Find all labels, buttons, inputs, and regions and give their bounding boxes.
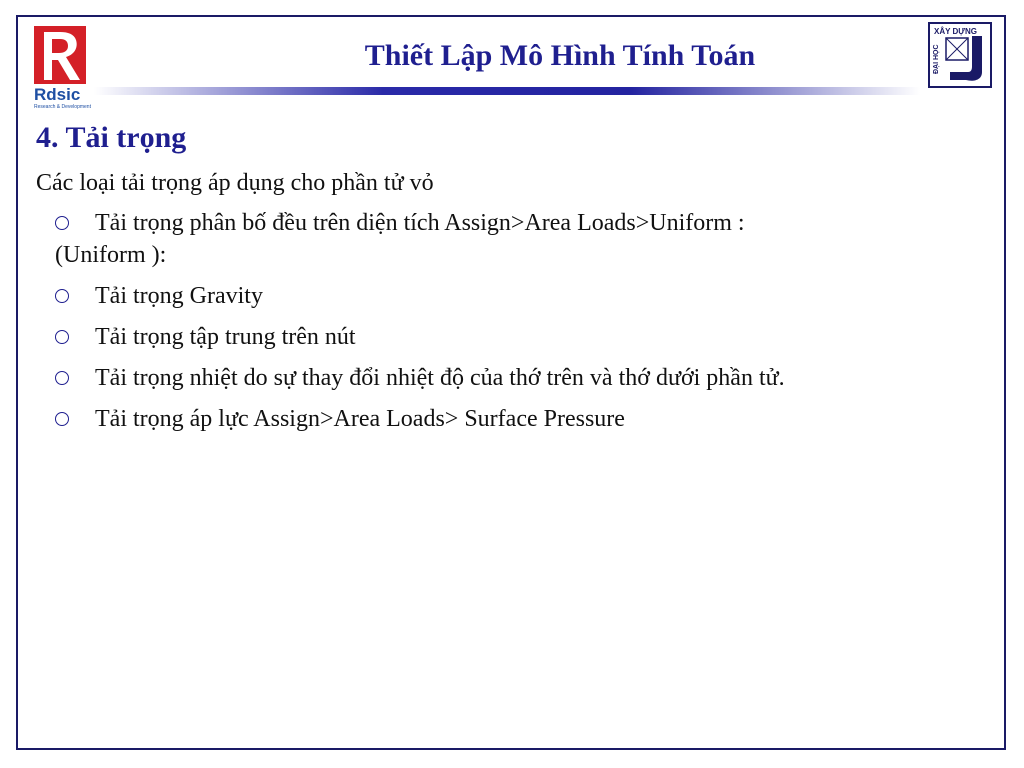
section-intro: Các loại tải trọng áp dụng cho phần tử vỏ [36, 170, 434, 196]
circle-bullet-icon [55, 330, 69, 344]
list-item-text: Tải trọng Gravity [95, 283, 263, 309]
list-item-text-continued: (Uniform ): [55, 242, 167, 268]
university-logo [928, 22, 992, 88]
list-item-text: Tải trọng nhiệt do sự thay đổi nhiệt độ của thớ trên và thớ dưới phần tử. [95, 365, 785, 391]
circle-bullet-icon [55, 412, 69, 426]
page-title: Thiết Lập Mô Hình Tính Toán [364, 39, 756, 72]
circle-bullet-icon [55, 216, 69, 230]
circle-bullet-icon [55, 289, 69, 303]
rdsic-logo-subtext: Research & Development [34, 104, 91, 110]
list-item-text: Tải trọng áp lực Assign>Area Loads> Surface Pressure [95, 406, 625, 432]
list-item-text: Tải trọng phân bố đều trên diện tích Assign>Area Loads>Uniform : [95, 210, 745, 236]
list-item-text: Tải trọng tập trung trên nút [95, 324, 356, 350]
list-item [55, 403, 985, 435]
list-item [55, 280, 985, 312]
list-item [55, 321, 985, 353]
logo-top-text: XÂY DỰNG [934, 27, 977, 36]
list-item [55, 207, 985, 271]
circle-bullet-icon [55, 371, 69, 385]
section-heading: 4. Tải trọng [36, 121, 187, 154]
bullet-list [55, 207, 985, 444]
title-divider [94, 87, 920, 95]
logo-side-text: ĐẠI HỌC [933, 44, 940, 74]
list-item [55, 362, 985, 394]
rdsic-logo [32, 24, 92, 110]
rdsic-logo-text: Rdsic [34, 85, 81, 104]
